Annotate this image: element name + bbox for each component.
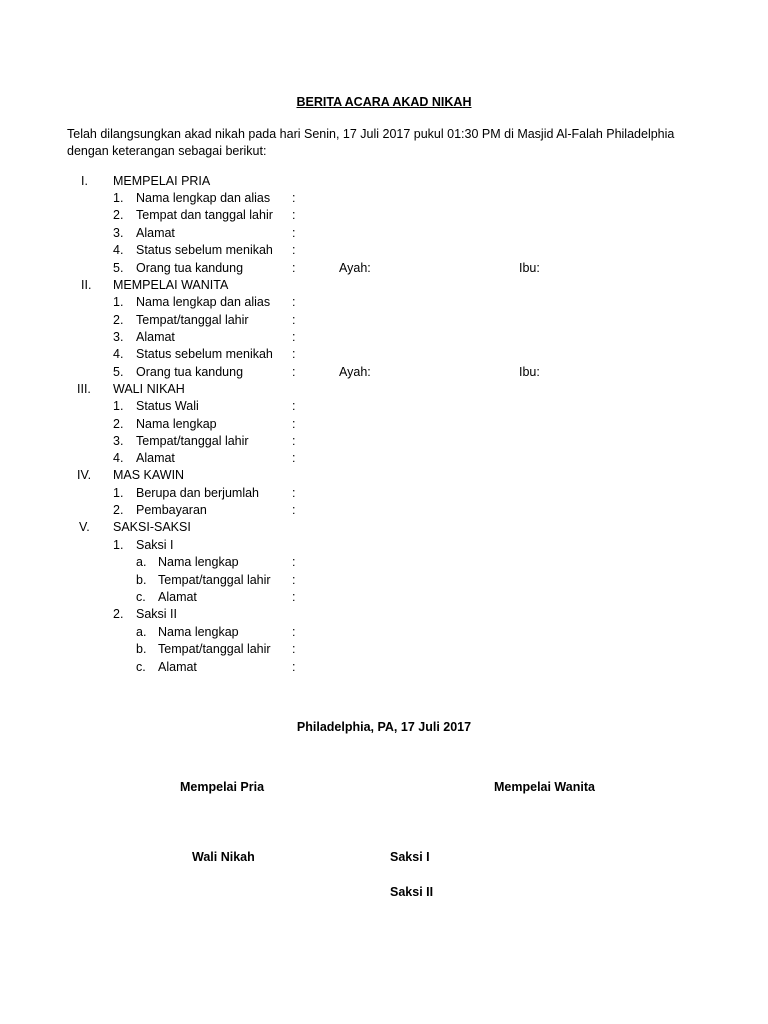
field-colon: : <box>292 590 296 604</box>
saksi2-label: Saksi II <box>136 607 177 621</box>
item-letter: b. <box>136 642 147 656</box>
section-heading-pria: MEMPELAI PRIA <box>113 174 211 188</box>
item-num: 2. <box>113 503 124 517</box>
item-num: 2. <box>113 607 124 621</box>
section-numeral-wali: III. <box>77 382 91 396</box>
intro-line-2: dengan keterangan sebagai berikut: <box>67 144 267 158</box>
item-letter: b. <box>136 573 147 587</box>
item-num: 1. <box>113 538 124 552</box>
item-num: 3. <box>113 330 124 344</box>
field-colon: : <box>292 434 296 448</box>
item-num: 4. <box>113 451 124 465</box>
field-colon: : <box>292 417 296 431</box>
field-label: Alamat <box>158 660 197 674</box>
item-letter: a. <box>136 555 147 569</box>
section-numeral-mas-kawin: IV. <box>77 468 92 482</box>
field-label: Tempat/tanggal lahir <box>136 434 249 448</box>
item-num: 2. <box>113 417 124 431</box>
item-num: 1. <box>113 486 124 500</box>
section-numeral-wanita: II. <box>81 278 92 292</box>
field-colon: : <box>292 347 296 361</box>
intro-line-1: Telah dilangsungkan akad nikah pada hari Senin, 17 Juli 2017 pukul 01:30 PM di Masjid Al-Falah Philadelphia <box>67 127 675 141</box>
field-colon: : <box>292 451 296 465</box>
field-label: Nama lengkap <box>136 417 217 431</box>
signature-saksi-2: Saksi II <box>390 885 434 899</box>
section-numeral-saksi: V. <box>79 520 90 534</box>
field-colon: : <box>292 625 296 639</box>
field-colon: : <box>292 573 296 587</box>
item-num: 5. <box>113 365 124 379</box>
place-date: Philadelphia, PA, 17 Juli 2017 <box>296 720 472 734</box>
signature-mempelai-wanita: Mempelai Wanita <box>494 780 595 794</box>
item-num: 1. <box>113 191 124 205</box>
item-num: 4. <box>113 243 124 257</box>
field-colon: : <box>292 243 296 257</box>
item-letter: c. <box>136 590 146 604</box>
field-label: Status sebelum menikah <box>136 243 273 257</box>
field-label: Alamat <box>158 590 197 604</box>
field-colon: : <box>292 226 296 240</box>
field-colon: : <box>292 365 296 379</box>
field-label: Tempat dan tanggal lahir <box>136 208 273 222</box>
field-label: Nama lengkap <box>158 625 239 639</box>
field-label: Tempat/tanggal lahir <box>158 642 271 656</box>
section-numeral-pria: I. <box>81 174 88 188</box>
section-heading-mas-kawin: MAS KAWIN <box>113 468 185 482</box>
field-label: Pembayaran <box>136 503 207 517</box>
field-colon: : <box>292 486 296 500</box>
field-label: Alamat <box>136 451 175 465</box>
ayah-label: Ayah: <box>339 365 371 379</box>
field-label: Status Wali <box>136 399 199 413</box>
field-colon: : <box>292 208 296 222</box>
item-letter: a. <box>136 625 147 639</box>
field-colon: : <box>292 313 296 327</box>
section-heading-wanita: MEMPELAI WANITA <box>113 278 229 292</box>
item-num: 2. <box>113 313 124 327</box>
section-heading-wali: WALI NIKAH <box>113 382 185 396</box>
field-label: Orang tua kandung <box>136 365 244 379</box>
signature-wali-nikah: Wali Nikah <box>192 850 255 864</box>
field-label: Nama lengkap <box>158 555 239 569</box>
field-colon: : <box>292 555 296 569</box>
field-label: Nama lengkap dan alias <box>136 191 271 205</box>
field-label: Orang tua kandung <box>136 261 244 275</box>
item-num: 1. <box>113 399 124 413</box>
field-colon: : <box>292 503 296 517</box>
ibu-label: Ibu: <box>519 261 540 275</box>
signature-mempelai-pria: Mempelai Pria <box>180 780 265 794</box>
field-label: Nama lengkap dan alias <box>136 295 271 309</box>
field-label: Status sebelum menikah <box>136 347 273 361</box>
field-label: Berupa dan berjumlah <box>136 486 259 500</box>
item-num: 4. <box>113 347 124 361</box>
signature-saksi-1: Saksi I <box>390 850 430 864</box>
item-num: 3. <box>113 226 124 240</box>
ibu-label: Ibu: <box>519 365 540 379</box>
field-label: Tempat/tanggal lahir <box>136 313 249 327</box>
field-label: Alamat <box>136 226 175 240</box>
field-label: Tempat/tanggal lahir <box>158 573 271 587</box>
field-label: Alamat <box>136 330 175 344</box>
field-colon: : <box>292 295 296 309</box>
item-letter: c. <box>136 660 146 674</box>
field-colon: : <box>292 261 296 275</box>
section-heading-saksi: SAKSI-SAKSI <box>113 520 191 534</box>
item-num: 3. <box>113 434 124 448</box>
item-num: 2. <box>113 208 124 222</box>
field-colon: : <box>292 642 296 656</box>
item-num: 5. <box>113 261 124 275</box>
ayah-label: Ayah: <box>339 261 371 275</box>
field-colon: : <box>292 330 296 344</box>
field-colon: : <box>292 191 296 205</box>
document-title: BERITA ACARA AKAD NIKAH <box>296 95 472 109</box>
saksi1-label: Saksi I <box>136 538 174 552</box>
field-colon: : <box>292 399 296 413</box>
item-num: 1. <box>113 295 124 309</box>
field-colon: : <box>292 660 296 674</box>
